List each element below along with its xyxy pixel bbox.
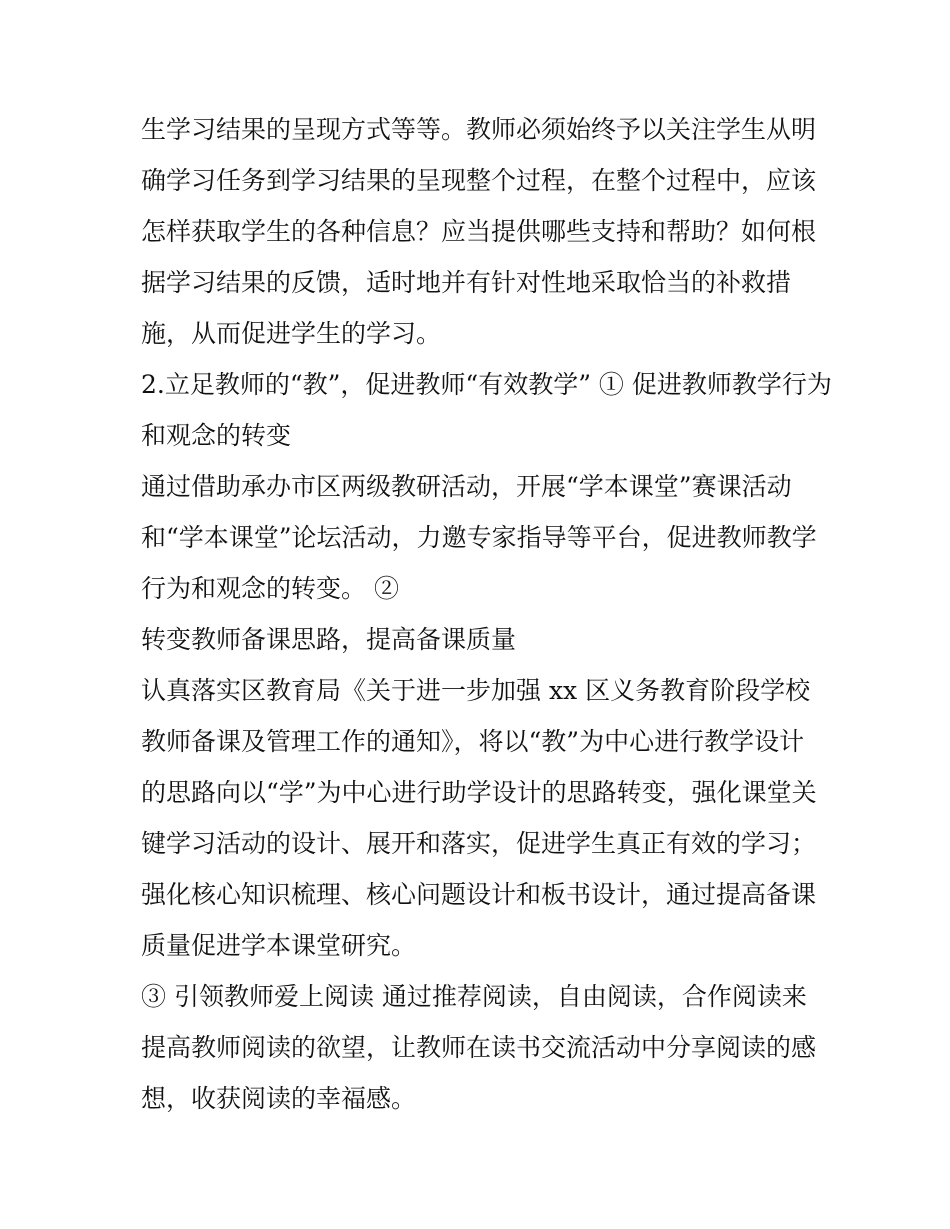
text-line: 据学习结果的反馈，适时地并有针对性地采取恰当的补救措 bbox=[141, 268, 792, 297]
text-line: ③ 引领教师爱上阅读 通过推荐阅读，自由阅读，合作阅读来 bbox=[141, 982, 807, 1011]
text-line: 质量促进学本课堂研究。 bbox=[141, 931, 417, 960]
text-line: 通过借助承办市区两级教研活动，开展“学本课堂”赛课活动 bbox=[141, 472, 792, 501]
section-heading-line: 2.立足教师的“教”，促进教师“有效教学” ① 促进教师教学行为 bbox=[141, 370, 832, 399]
text-line: 的思路向以“学”为中心进行助学设计的思路转变，强化课堂关 bbox=[141, 778, 817, 807]
body-text bbox=[141, 104, 832, 1124]
text-line: 键学习活动的设计、展开和落实，促进学生真正有效的学习； bbox=[141, 829, 817, 858]
text-line: 行为和观念的转变。 ② bbox=[141, 574, 399, 603]
text-line: 想，收获阅读的幸福感。 bbox=[141, 1084, 417, 1113]
text-line: 确学习任务到学习结果的呈现整个过程，在整个过程中，应该 bbox=[141, 166, 817, 195]
text-line: 施，从而促进学生的学习。 bbox=[141, 319, 442, 348]
subheading-line: 转变教师备课思路，提高备课质量 bbox=[141, 625, 517, 654]
text-line: 和“学本课堂”论坛活动，力邀专家指导等平台，促进教师教学 bbox=[141, 523, 817, 552]
text-line: 强化核心知识梳理、核心问题设计和板书设计，通过提高备课 bbox=[141, 880, 817, 909]
text-line: 生学习结果的呈现方式等等。教师必须始终予以关注学生从明 bbox=[141, 115, 817, 144]
text-line: 提高教师阅读的欲望，让教师在读书交流活动中分享阅读的感 bbox=[141, 1033, 817, 1062]
text-line: 怎样获取学生的各种信息？应当提供哪些支持和帮助？如何根 bbox=[141, 217, 817, 246]
text-line: 认真落实区教育局《关于进一步加强 xx 区义务教育阶段学校 bbox=[141, 676, 811, 705]
text-line: 和观念的转变 bbox=[141, 421, 292, 450]
text-line: 教师备课及管理工作的通知》，将以“教”为中心进行教学设计 bbox=[141, 727, 805, 756]
